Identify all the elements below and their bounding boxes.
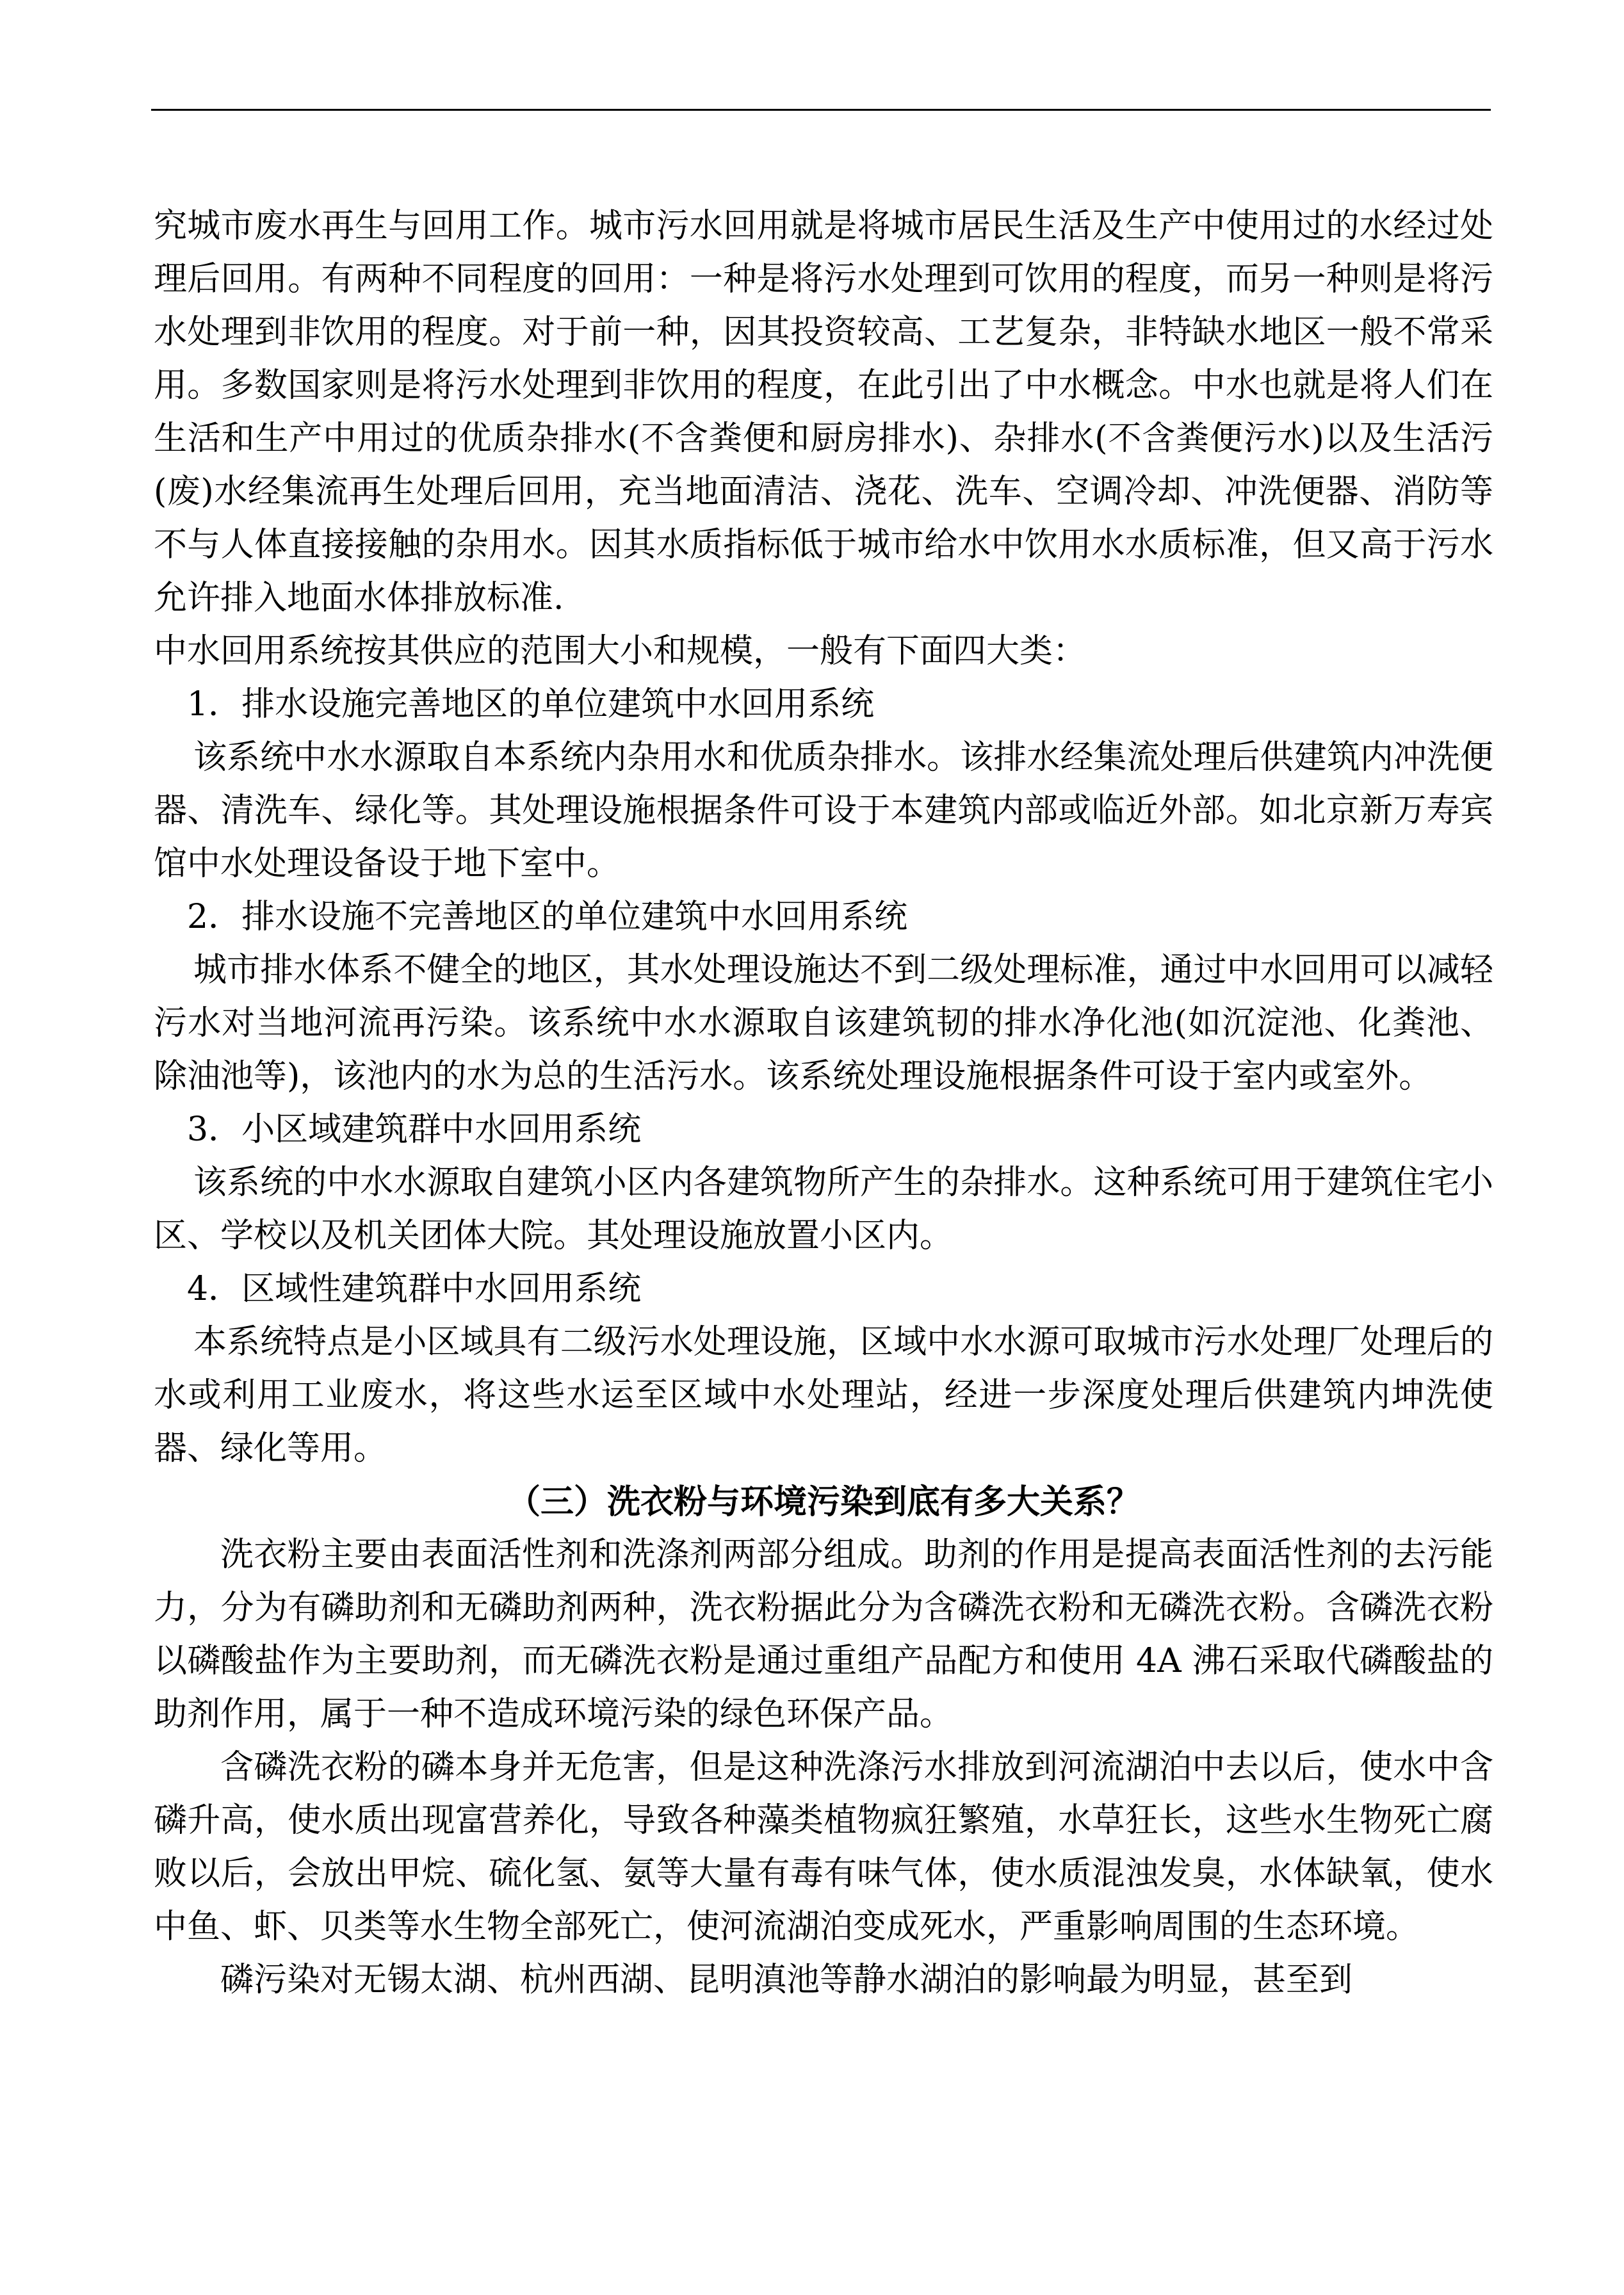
- header-rule: [151, 109, 1491, 111]
- item-heading-3: 3．小区域建筑群中水回用系统: [187, 1110, 642, 1149]
- section-title-detergent: （三）洗衣粉与环境污染到底有多大关系？: [507, 1482, 1140, 1521]
- item-heading-4: 4．区域性建筑群中水回用系统: [187, 1270, 642, 1308]
- paragraph-detergent-composition: 洗衣粉主要由表面活性剂和洗涤剂两部分组成。助剂的作用是提高表面活性剂的去污能力，分为有磷助剂和无磷助剂两种，洗衣粉据此分为含磷洗衣粉和无磷洗衣粉。含磷洗衣粉以磷酸盐作为主要助剂，而无磷洗衣粉是通过重组产品配方和使用 4A 沸石采取代磷酸盐的助剂作用，属于一种不造成环境污染的绿色环保产品。: [154, 1536, 1493, 1733]
- item-heading-1: 1．排水设施完善地区的单位建筑中水回用系统: [187, 685, 875, 724]
- paragraph-phosphorus-lakes: 磷污染对无锡太湖、杭州西湖、昆明滇池等静水湖泊的影响最为明显，甚至到: [220, 1961, 1353, 1999]
- item-body-3: 该系统的中水水源取自建筑小区内各建筑物所产生的杂排水。这种系统可用于建筑住宅小区、学校以及机关团体大院。其处理设施放置小区内。: [154, 1164, 1493, 1255]
- paragraph-phosphorus-effects: 含磷洗衣粉的磷本身并无危害，但是这种洗涤污水排放到河流湖泊中去以后，使水中含磷升高，使水质出现富营养化，导致各种藻类植物疯狂繁殖，水草狂长，这些水生物死亡腐败以后，会放出甲烷、硫化氢、氨等大量有毒有味气体，使水质混浊发臭，水体缺氧，使水中鱼、虾、贝类等水生物全部死亡，使河流湖泊变成死水，严重影响周围的生态环境。: [154, 1748, 1493, 1946]
- item-heading-2: 2．排水设施不完善地区的单位建筑中水回用系统: [187, 898, 908, 936]
- paragraph-system-categories: 中水回用系统按其供应的范围大小和规模，一般有下面四大类：: [154, 632, 1087, 670]
- document-body: [154, 200, 1493, 2007]
- item-body-1: 该系统中水水源取自本系统内杂用水和优质杂排水。该排水经集流处理后供建筑内冲洗便器、清洗车、绿化等。其处理设施根据条件可设于本建筑内部或临近外部。如北京新万寿宾馆中水处理设备设于地下室中。: [154, 738, 1493, 883]
- item-body-2: 城市排水体系不健全的地区，其水处理设施达不到二级处理标准，通过中水回用可以减轻污水对当地河流再污染。该系统中水水源取自该建筑韧的排水净化池(如沉淀池、化粪池、除油池等)，该池内的水为总的生活污水。该系统处理设施根据条件可设于室内或室外。: [154, 951, 1493, 1096]
- paragraph-reclaimed-water-intro: 究城市废水再生与回用工作。城市污水回用就是将城市居民生活及生产中使用过的水经过处理后回用。有两种不同程度的回用：一种是将污水处理到可饮用的程度，而另一种则是将污水处理到非饮用的程度。对于前一种，因其投资较高、工艺复杂，非特缺水地区一般不常采用。多数国家则是将污水处理到非饮用的程度，在此引出了中水概念。中水也就是将人们在生活和生产中用过的优质杂排水(不含粪便和厨房排水)、杂排水(不含粪便污水)以及生活污(废)水经集流再生处理后回用，充当地面清洁、浇花、洗车、空调冷却、冲洗便器、消防等不与人体直接接触的杂用水。因其水质指标低于城市给水中饮用水水质标准，但又高于污水允许排入地面水体排放标准.: [154, 207, 1493, 617]
- item-body-4: 本系统特点是小区域具有二级污水处理设施，区域中水水源可取城市污水处理厂处理后的水或利用工业废水，将这些水运至区域中水处理站，经进一步深度处理后供建筑内坤洗使器、绿化等用。: [154, 1323, 1493, 1468]
